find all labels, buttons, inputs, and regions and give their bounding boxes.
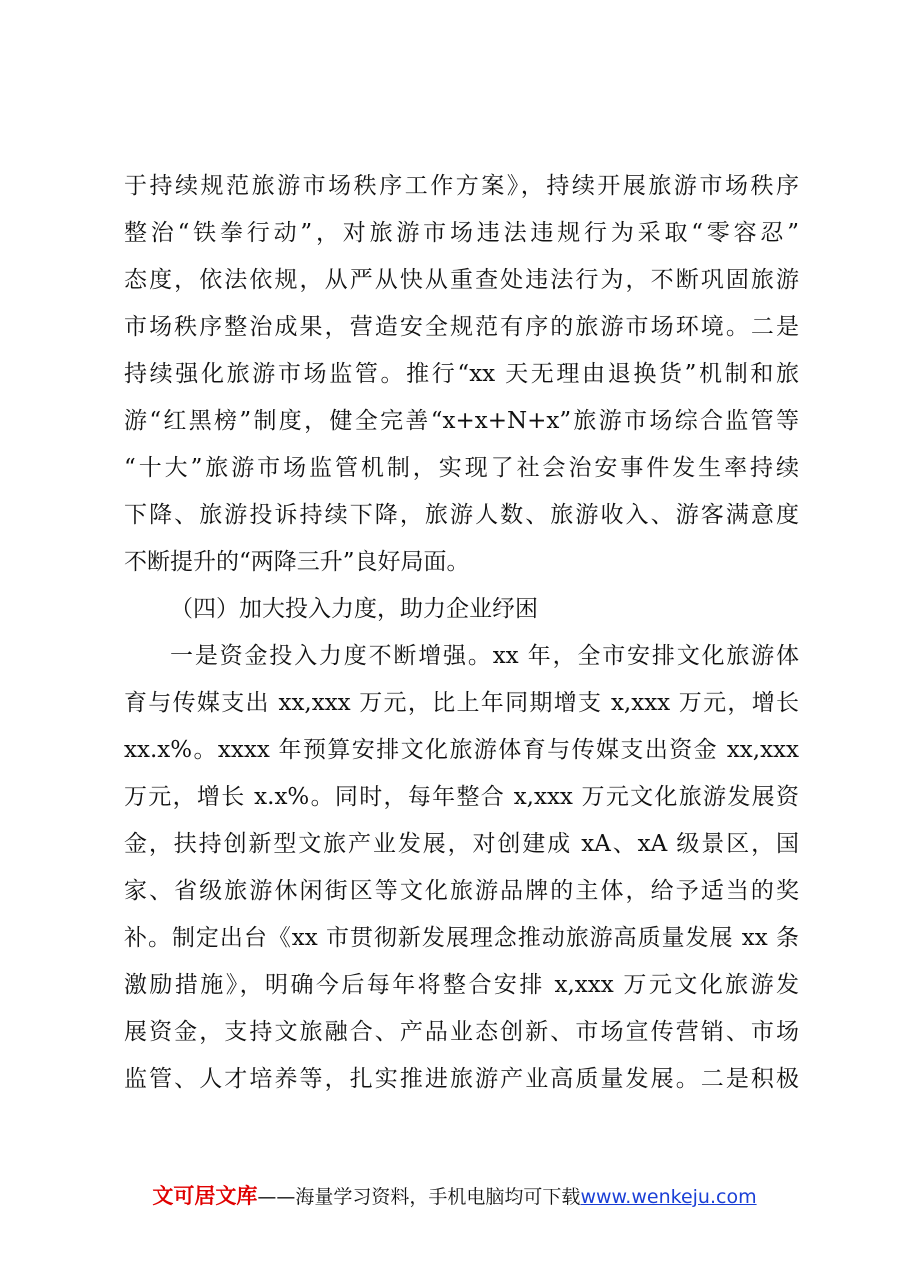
text-line: 整治“铁拳行动”，对旅游市场违法违规行为采取“零容忍” xyxy=(124,220,799,246)
text-line: 展资金，支持文旅融合、产品业态创新、市场宣传营销、市场 xyxy=(124,1019,799,1045)
text-line: 态度，依法依规，从严从快从重查处违法行为，不断巩固旅游 xyxy=(124,267,799,293)
text-line: 激励措施》，明确今后每年将整合安排 x,xxx 万元文化旅游发 xyxy=(124,972,799,998)
text-line: 市场秩序整治成果，营造安全规范有序的旅游市场环境。二是 xyxy=(124,314,799,340)
text-line: 补。制定出台《xx 市贯彻新发展理念推动旅游高质量发展 xx 条 xyxy=(124,925,799,951)
text-line: xx.x%。xxxx 年预算安排文化旅游体育与传媒支出资金 xx,xxx xyxy=(124,737,799,763)
text-line: 持续强化旅游市场监管。推行“xx 天无理由退换货”机制和旅 xyxy=(124,361,799,387)
footer-banner xyxy=(0,1178,909,1214)
text-line: 一是资金投入力度不断增强。xx 年，全市安排文化旅游体 xyxy=(170,643,799,669)
section-heading: （四）加大投入力度，助力企业纾困 xyxy=(170,596,538,622)
text-line: “十大”旅游市场监管机制，实现了社会治安事件发生率持续 xyxy=(124,455,799,481)
text-line: 于持续规范旅游市场秩序工作方案》，持续开展旅游市场秩序 xyxy=(124,173,799,199)
text-line: 监管、人才培养等，扎实推进旅游产业高质量发展。二是积极 xyxy=(124,1066,799,1092)
text-line: 不断提升的“两降三升”良好局面。 xyxy=(124,549,470,575)
footer-brand: 文可居文库 xyxy=(152,1184,258,1208)
footer-slogan: ——海量学习资料，手机电脑均可下载 xyxy=(257,1186,581,1208)
text-line: 家、省级旅游休闲街区等文化旅游品牌的主体，给予适当的奖 xyxy=(124,878,799,904)
text-line: 育与传媒支出 xx,xxx 万元，比上年同期增支 x,xxx 万元，增长 xyxy=(124,690,799,716)
footer-link[interactable]: www.wenkeju.com xyxy=(580,1186,757,1208)
text-line: 万元，增长 x.x%。同时，每年整合 x,xxx 万元文化旅游发展资 xyxy=(124,784,799,810)
text-line: 金，扶持创新型文旅产业发展，对创建成 xA、xA 级景区，国 xyxy=(124,831,799,857)
document-body xyxy=(124,163,799,1103)
text-line: 游“红黑榜”制度，健全完善“x+x+N+x”旅游市场综合监管等 xyxy=(124,408,799,434)
text-line: 下降、旅游投诉持续下降，旅游人数、旅游收入、游客满意度 xyxy=(124,502,799,528)
